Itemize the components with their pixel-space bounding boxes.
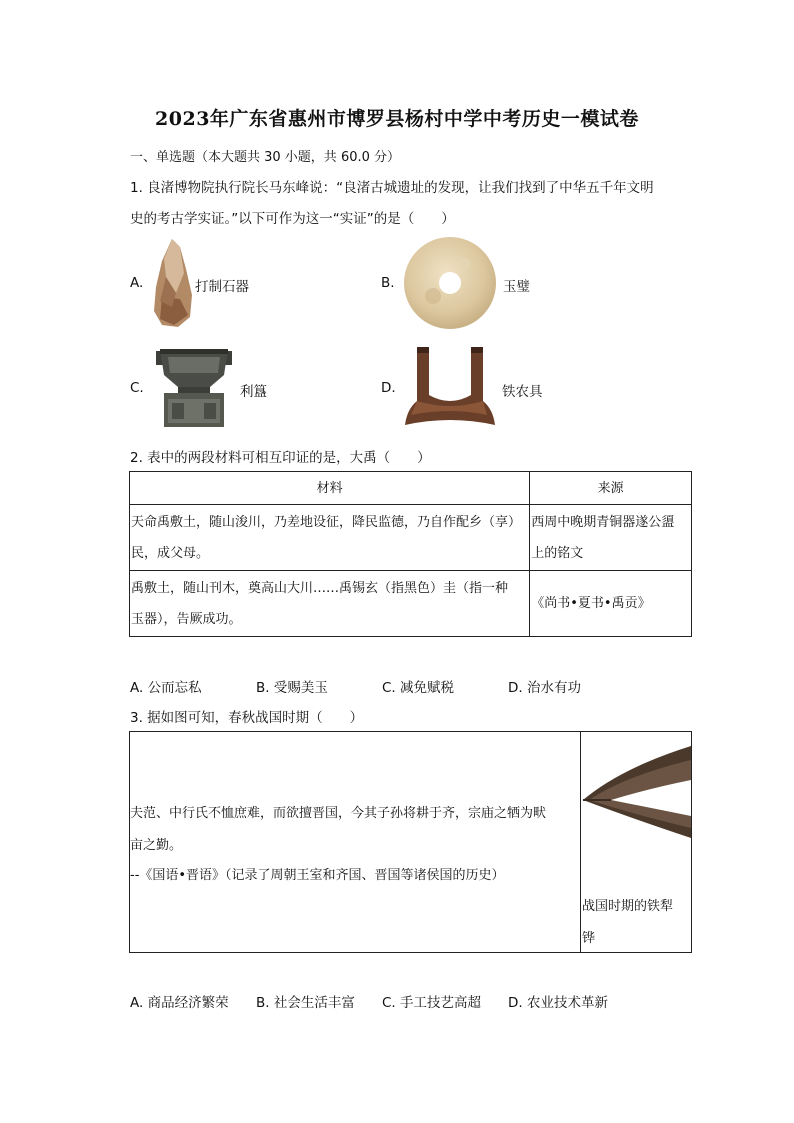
q2-option-b[interactable]: B. 受赐美玉 (256, 680, 328, 696)
q1-option-d-caption: 铁农具 (502, 384, 543, 400)
q3-option-d[interactable]: D. 农业技术革新 (508, 995, 608, 1011)
q3-material-citation: --《国语•晋语》（记录了周朝王室和齐国、晋国等诸侯国的历史） (130, 868, 505, 883)
material-line: 民，成父母。 (131, 545, 210, 561)
ploughshare-caption-line1: 战国时期的铁犁 (582, 899, 674, 914)
q3-stem: 3. 据如图可知，春秋战国时期（ ） (130, 710, 364, 726)
table-cell-material (130, 505, 530, 571)
q2-option-c[interactable]: C. 减免赋税 (382, 680, 455, 696)
q1-option-c-letter[interactable]: C. (130, 380, 144, 396)
material-line: 玉器），告厥成功。 (131, 611, 242, 627)
jade-bi-disc-image (403, 236, 497, 330)
source-line: 上的铭文 (531, 545, 584, 561)
material-line: 天命禹敷土，随山浚川，乃差地设征，降民监德，乃自作配乡（享） (131, 514, 522, 530)
exam-title: 2023年广东省惠州市博罗县杨村中学中考历史一模试卷 (155, 108, 639, 130)
table-row (130, 505, 692, 571)
source-line: 《尚书•夏书•禹贡》 (531, 596, 651, 611)
q1-option-a-caption: 打制石器 (195, 279, 249, 295)
bronze-li-gui-image (150, 345, 238, 429)
q3-option-c[interactable]: C. 手工技艺高超 (382, 995, 482, 1011)
q1-stem-line2: 史的考古学实证。”以下可作为这一“实证”的是（ ） (130, 211, 455, 227)
iron-ploughshare-image (581, 738, 691, 848)
table-cell-source (530, 505, 692, 571)
table-row (130, 571, 692, 637)
q1-option-b-letter[interactable]: B. (381, 275, 395, 291)
table-header-source: 来源 (530, 472, 692, 505)
q1-option-b-caption: 玉璧 (503, 279, 530, 295)
source-line: 西周中晚期青铜器遂公盨 (531, 514, 675, 530)
q1-option-d-letter[interactable]: D. (381, 380, 396, 396)
section-heading: 一、单选题（本大题共 30 小题，共 60.0 分） (130, 150, 401, 165)
stone-tool-image (150, 237, 196, 329)
q3-material-line: 亩之勤。 (130, 838, 183, 853)
table-header-material: 材料 (130, 472, 530, 505)
q2-option-a[interactable]: A. 公而忘私 (130, 680, 202, 696)
material-line: 禹敷土，随山刊木，奠高山大川……禹锡玄（指黑色）圭（指一种 (131, 580, 509, 596)
q2-stem: 2. 表中的两段材料可相互印证的是，大禹（ ） (130, 450, 431, 466)
q3-material-box (129, 731, 692, 953)
table-cell-source (530, 571, 692, 637)
iron-farm-tool-image (403, 345, 497, 429)
q3-option-b[interactable]: B. 社会生活丰富 (256, 995, 355, 1011)
q2-source-table (129, 471, 692, 637)
q1-stem-line1: 1. 良渚博物院执行院长马东峰说：“良渚古城遗址的发现，让我们找到了中华五千年文明 (130, 180, 654, 196)
q2-option-d[interactable]: D. 治水有功 (508, 680, 581, 696)
q3-option-a[interactable]: A. 商品经济繁荣 (130, 995, 229, 1011)
q1-option-c-caption: 利簋 (240, 384, 267, 400)
table-cell-material (130, 571, 530, 637)
ploughshare-caption-line2: 铧 (582, 931, 596, 946)
q3-material-line: 夫范、中行氏不恤庶难，而欲擅晋国，今其子孙将耕于齐，宗庙之牺为畎 (130, 806, 547, 821)
q1-option-a-letter[interactable]: A. (130, 275, 144, 291)
